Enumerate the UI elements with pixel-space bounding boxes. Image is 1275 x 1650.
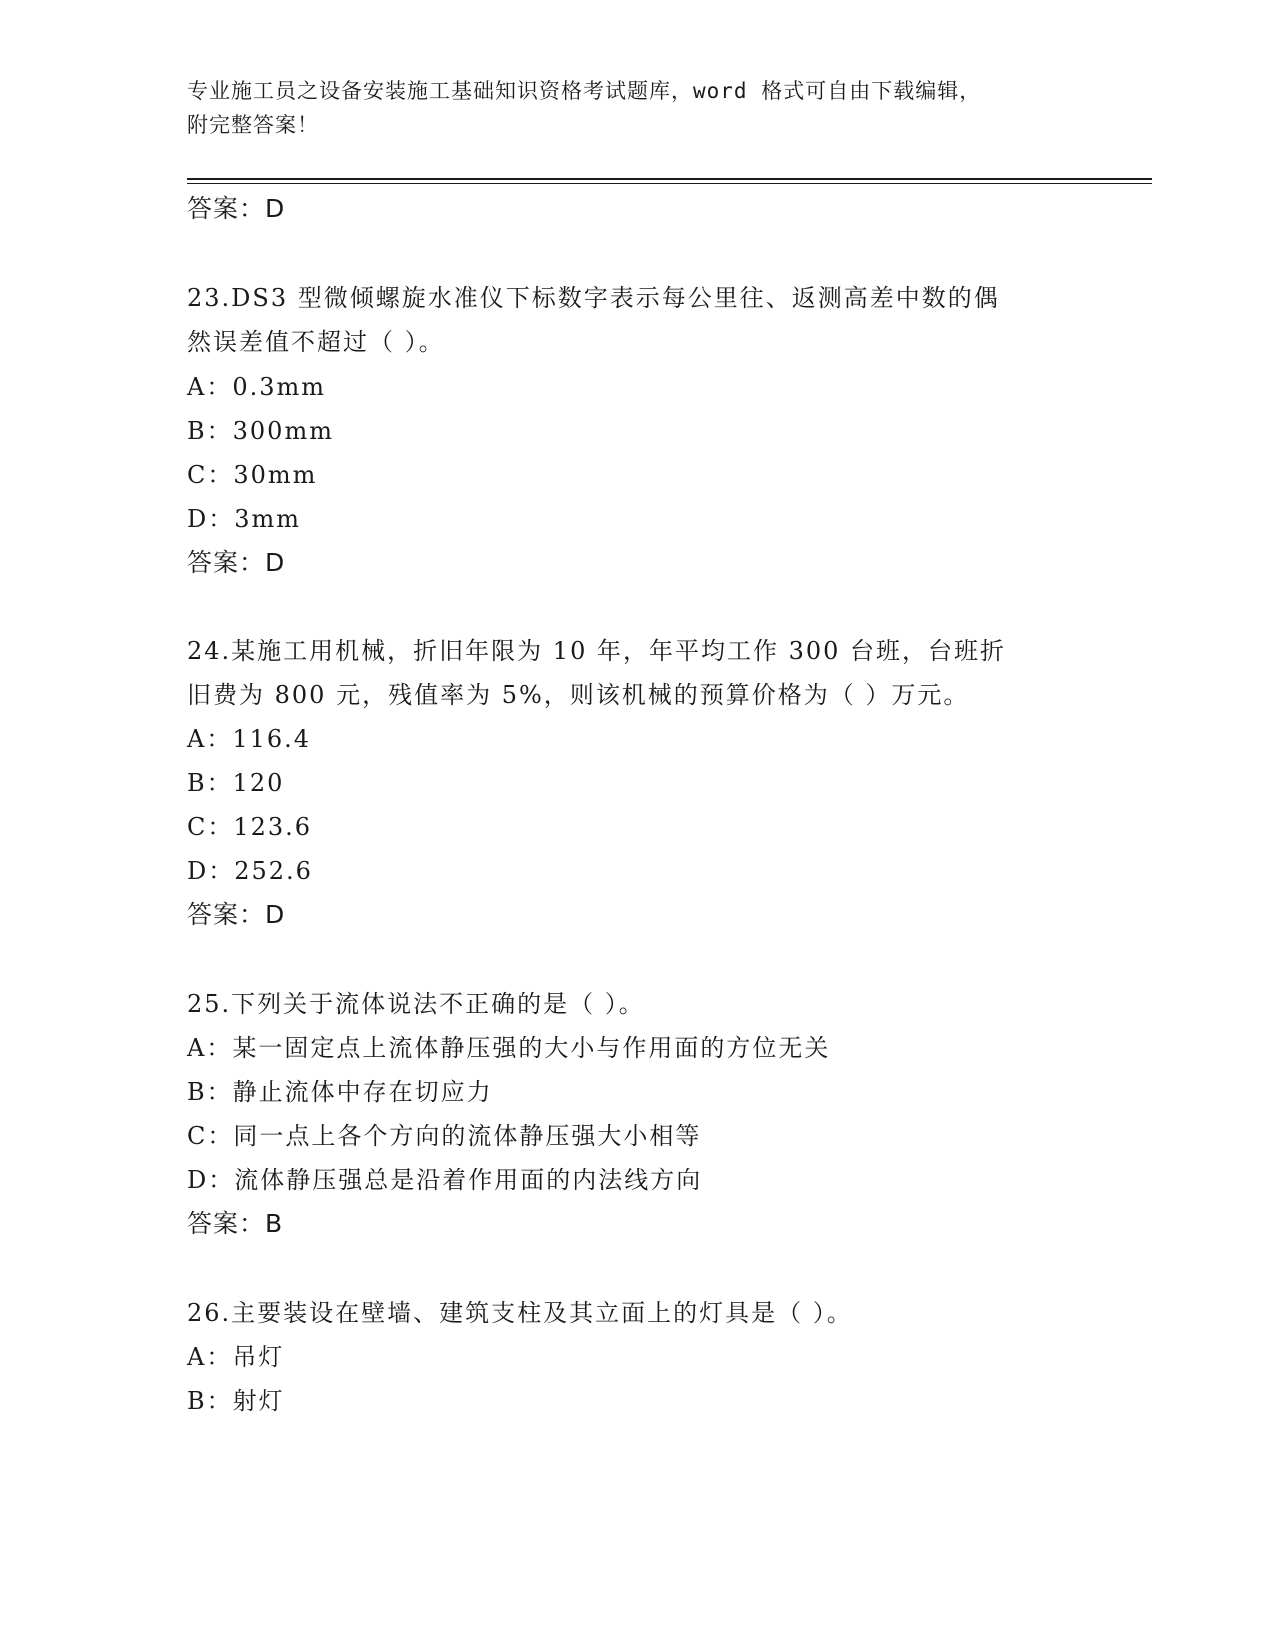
question-stem: 旧费为 800 元，残值率为 5%，则该机械的预算价格为（ ）万元。 xyxy=(187,681,970,709)
question-option: B：静止流体中存在切应力 xyxy=(187,1078,493,1106)
document-header xyxy=(187,74,1067,142)
question-option: D：3mm xyxy=(187,505,302,533)
question-option: C：123.6 xyxy=(187,813,313,841)
question-option: D：252.6 xyxy=(187,857,313,885)
question-option: B：300mm xyxy=(187,417,334,445)
question-stem: 然误差值不超过（ ）。 xyxy=(187,328,445,356)
answer-line: 答案：D xyxy=(187,548,286,577)
question-option: A：吊灯 xyxy=(187,1343,285,1371)
question-stem: 26.主要装设在壁墙、建筑支柱及其立面上的灯具是（ ）。 xyxy=(187,1299,853,1327)
question-stem: 23.DS3 型微倾螺旋水准仪下标数字表示每公里往、返测高差中数的偶 xyxy=(187,284,1000,312)
question-option: A：某一固定点上流体静压强的大小与作用面的方位无关 xyxy=(187,1034,831,1062)
header-divider-thick xyxy=(187,178,1152,180)
question-option: C：30mm xyxy=(187,461,318,489)
question-option: C：同一点上各个方向的流体静压强大小相等 xyxy=(187,1122,702,1150)
answer-line: 答案：B xyxy=(187,1209,284,1238)
question-option: D：流体静压强总是沿着作用面的内法线方向 xyxy=(187,1166,703,1194)
header-line-1: 专业施工员之设备安装施工基础知识资格考试题库，word 格式可自由下载编辑， xyxy=(187,79,982,103)
question-stem: 24.某施工用机械，折旧年限为 10 年，年平均工作 300 台班，台班折 xyxy=(187,637,1007,665)
question-option: B：120 xyxy=(187,769,285,797)
answer-line: 答案：D xyxy=(187,900,286,929)
answer-line: 答案：D xyxy=(187,194,286,223)
header-divider-thin xyxy=(187,183,1152,184)
question-stem: 25.下列关于流体说法不正确的是（ ）。 xyxy=(187,990,645,1018)
question-option: B：射灯 xyxy=(187,1387,285,1415)
question-option: A：116.4 xyxy=(187,725,312,753)
header-line-2: 附完整答案！ xyxy=(187,113,319,137)
question-option: A：0.3mm xyxy=(187,373,327,401)
